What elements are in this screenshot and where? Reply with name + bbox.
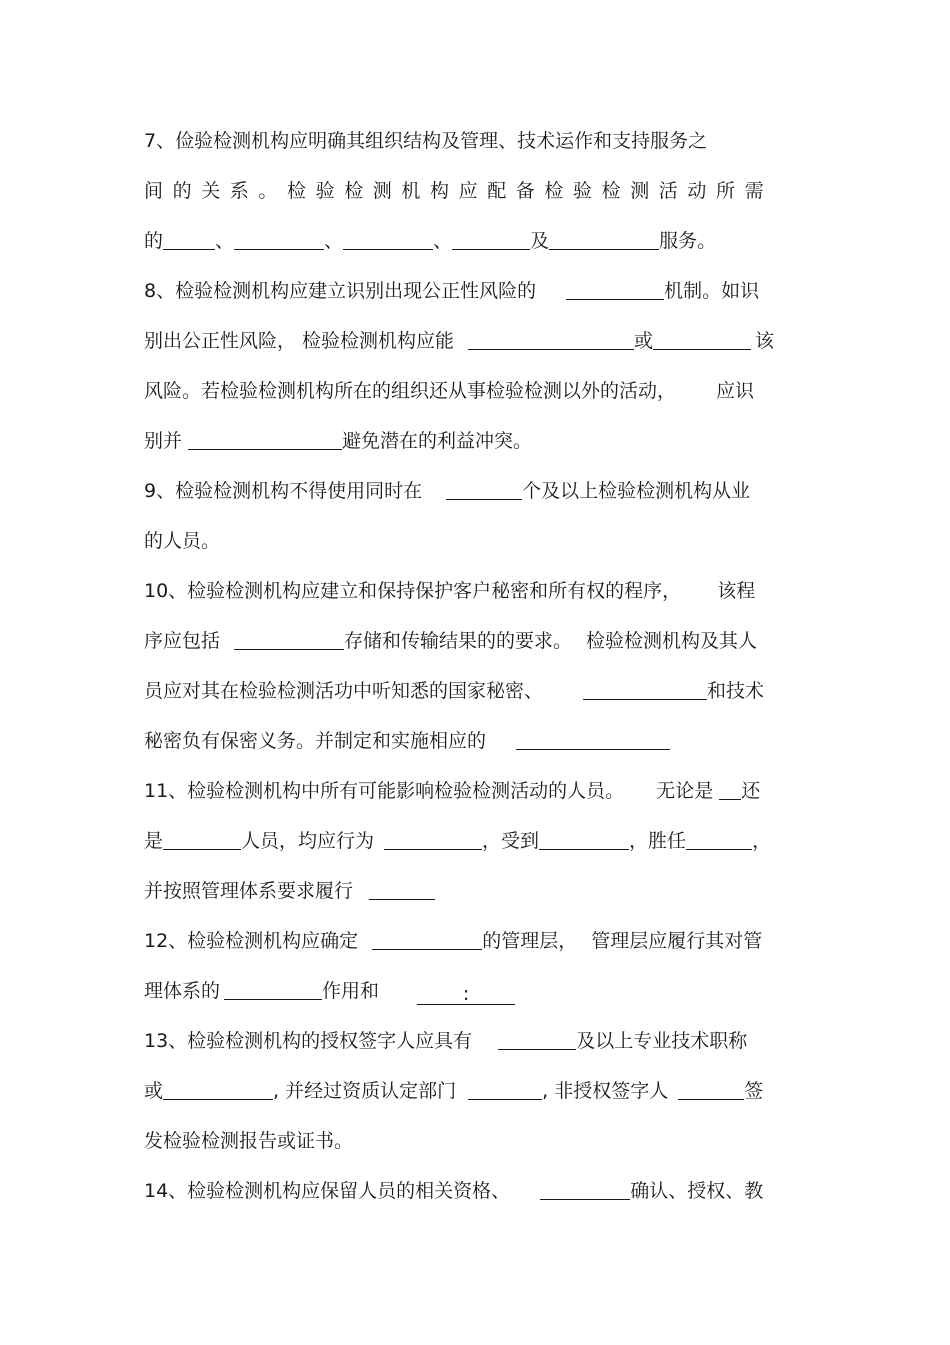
q7-text: 、 — [215, 230, 235, 252]
q11-blank-3[interactable] — [384, 830, 482, 850]
q13-blank-3[interactable] — [468, 1080, 542, 1100]
q14-text: 确认、授权、教 — [630, 1180, 764, 1202]
q12-text: 理体系的 — [144, 980, 221, 1002]
q8-blank-2[interactable] — [468, 330, 634, 350]
q10-text: 和技术 — [707, 680, 765, 702]
q9-line-1 — [144, 476, 808, 506]
q13-text: 发检验检测报告或证书。 — [144, 1130, 354, 1152]
q9-line-2 — [144, 526, 808, 556]
q8-text: 机制。如识 — [664, 280, 760, 302]
q12-blank-1[interactable] — [372, 930, 482, 950]
q9-text: 的人员。 — [144, 530, 221, 552]
q11-line-3 — [144, 876, 808, 906]
q11-line-1 — [144, 776, 808, 806]
q14-line-1 — [144, 1176, 808, 1206]
q7-blank-2[interactable] — [234, 230, 324, 250]
q7-blank-1[interactable] — [163, 230, 215, 250]
q13-blank-2[interactable] — [163, 1080, 273, 1100]
q13-line-2 — [144, 1076, 808, 1106]
q11-blank-2[interactable] — [163, 830, 241, 850]
q11-blank-4[interactable] — [539, 830, 629, 850]
q8-text: 8、检验检测机构应建立识别出现公正性风险的 — [144, 280, 537, 302]
q9-text: 个及以上检验检测机构从业 — [522, 480, 751, 502]
q8-text: 别出公正性风险， — [144, 330, 297, 352]
q12-blank-3[interactable] — [417, 985, 515, 1005]
q12-line-2 — [144, 976, 808, 1006]
q10-text: 10、检验检测机构应建立和保持保护客户秘密和所有权的程序， — [144, 580, 682, 602]
q10-line-2 — [144, 626, 808, 656]
q8-blank-1[interactable] — [566, 280, 664, 300]
q12-line-1 — [144, 926, 808, 956]
q7-text: 的 — [144, 230, 164, 252]
q8-text: 避免潜在的利益冲突。 — [342, 430, 533, 452]
q8-line-4 — [144, 426, 808, 456]
q7-text: 7、俭验检测机构应明确其组织结构及管理、技术运作和支持服务之 — [144, 130, 708, 152]
q7-text: 服务。 — [659, 230, 717, 252]
q11-blank-6[interactable] — [369, 880, 435, 900]
q7-text: 、 — [433, 230, 453, 252]
q10-text: 存储和传输结果的的要求。 — [344, 630, 573, 652]
q13-text: 13、检验检测机构的授权签字人应具有 — [144, 1030, 473, 1052]
q7-line-3 — [144, 226, 808, 256]
q11-text: ，胜任 — [629, 830, 687, 852]
q12-blank-2[interactable] — [224, 980, 322, 1000]
q13-line-1 — [144, 1026, 808, 1056]
q14-blank-1[interactable] — [540, 1180, 630, 1200]
q11-text: ，受到 — [482, 830, 540, 852]
q11-blank-1[interactable] — [719, 780, 741, 800]
q14-text: 14、检验检测机构应保留人员的相关资格、 — [144, 1180, 511, 1202]
q10-line-1 — [144, 576, 808, 606]
q10-line-4 — [144, 726, 808, 756]
q11-line-2 — [144, 826, 808, 856]
q12-blank-colon: : — [462, 983, 470, 1005]
q10-text: 员应对其在检验检测活功中听知悉的国家秘密、 — [144, 680, 544, 702]
q7-blank-5[interactable] — [549, 230, 659, 250]
q13-blank-1[interactable] — [498, 1030, 576, 1050]
q8-line-1 — [144, 276, 808, 306]
q12-text: 管理层应履行其对管 — [591, 930, 763, 952]
q10-text: 序应包括 — [144, 630, 221, 652]
q11-text: 人员，均应行为 — [241, 830, 375, 852]
q11-text: 11、检验检测机构中所有可能影响检验检测活动的人员。 — [144, 780, 625, 802]
q7-line-1 — [144, 126, 808, 156]
q8-text: 风险。若检验检测机构所在的组织还从事检验检测以外的活动， — [144, 380, 677, 402]
q10-blank-3[interactable] — [516, 730, 670, 750]
q10-line-3 — [144, 676, 808, 706]
q10-text: 检验检测机构及其人 — [586, 630, 758, 652]
q13-text: 及以上专业技术职称 — [576, 1030, 748, 1052]
q13-line-3 — [144, 1126, 808, 1156]
q11-text: 还 — [741, 780, 761, 802]
q9-blank-1[interactable] — [446, 480, 522, 500]
q13-text: 或 — [144, 1080, 164, 1102]
q7-text: 及 — [530, 230, 550, 252]
q8-blank-4[interactable] — [188, 430, 342, 450]
q11-blank-5[interactable] — [686, 830, 752, 850]
q7-line-2 — [144, 176, 808, 206]
q12-text: 作用和 — [322, 980, 380, 1002]
q11-text: ， — [752, 830, 772, 852]
q8-line-3 — [144, 376, 808, 406]
q8-text: 或 — [634, 330, 654, 352]
q11-text: 并按照管理体系要求履行 — [144, 880, 354, 902]
q10-blank-2[interactable] — [583, 680, 707, 700]
q13-text: , 非授权签字人 — [542, 1080, 669, 1102]
q9-text: 9、检验检测机构不得使用同时在 — [144, 480, 423, 502]
q12-text: 12、检验检测机构应确定 — [144, 930, 359, 952]
q8-text: 应识 — [716, 380, 755, 402]
q11-text: 无论是 — [656, 780, 714, 802]
q7-blank-3[interactable] — [343, 230, 433, 250]
q12-text: 的管理层， — [482, 930, 578, 952]
q10-text: 该程 — [717, 580, 756, 602]
q8-text: 检验检测机构应能 — [302, 330, 455, 352]
q11-text: 是 — [144, 830, 164, 852]
q13-blank-4[interactable] — [678, 1080, 744, 1100]
q13-text: 签 — [744, 1080, 764, 1102]
q8-text: 别并 — [144, 430, 183, 452]
q13-text: , 并经过资质认定部门 — [273, 1080, 457, 1102]
q7-text: 、 — [324, 230, 344, 252]
q8-text: 该 — [755, 330, 775, 352]
q10-blank-1[interactable] — [234, 630, 344, 650]
q8-blank-3[interactable] — [653, 330, 751, 350]
q7-text: 间的关系。检验检测机构应配备检验检测活动所需 — [144, 180, 774, 202]
q8-line-2 — [144, 326, 808, 356]
q7-blank-4[interactable] — [452, 230, 530, 250]
q10-text: 秘密负有保密义务。并制定和实施相应的 — [144, 730, 487, 752]
